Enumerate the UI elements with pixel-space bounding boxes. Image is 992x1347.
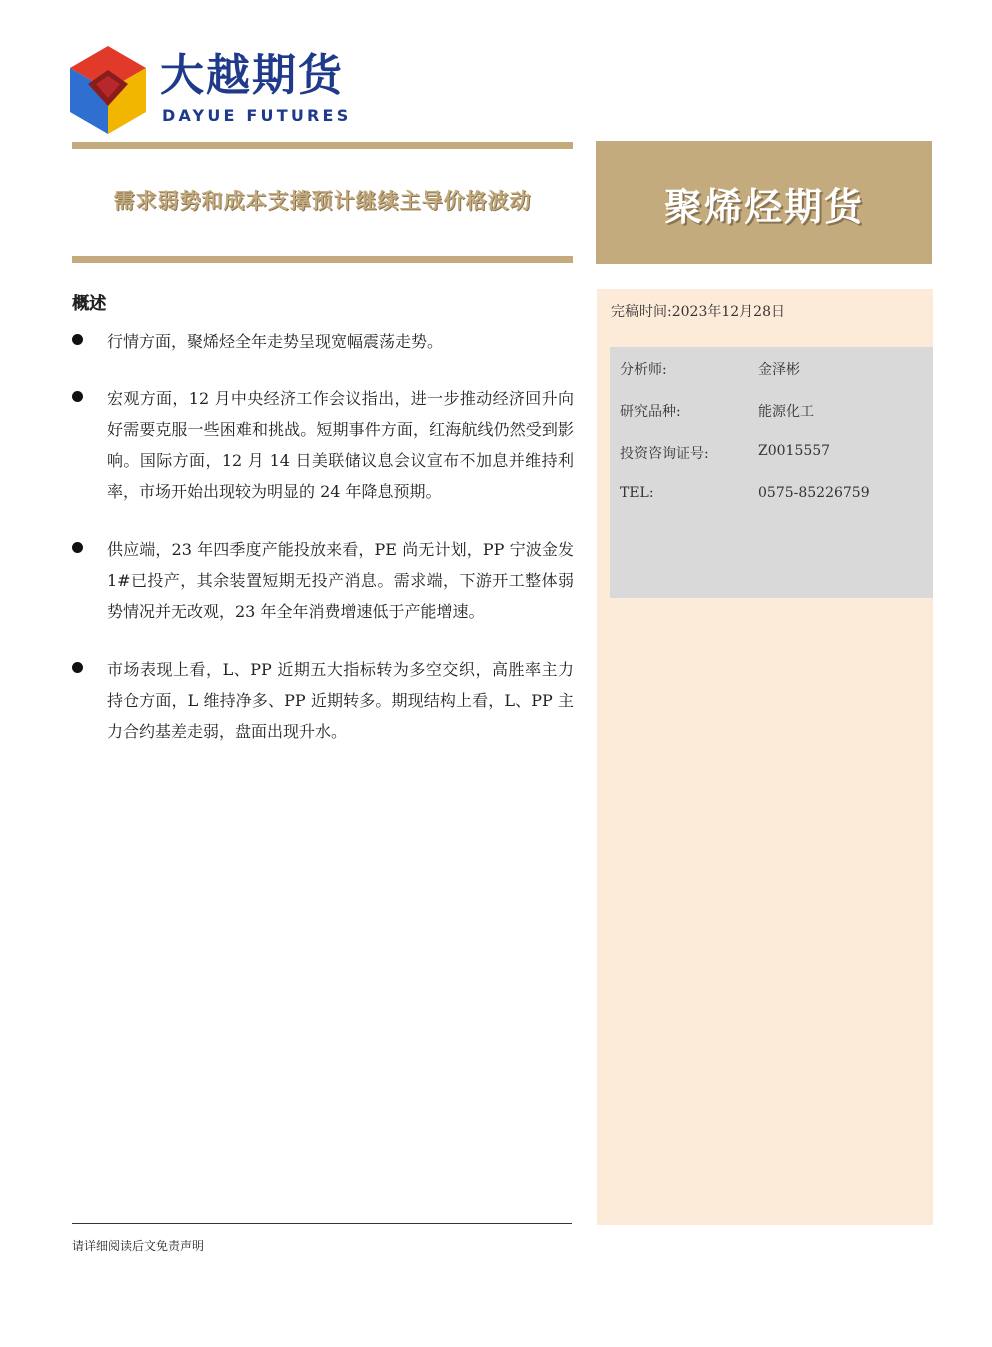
info-label: 投资咨询证号: [620, 446, 709, 462]
info-row-license [620, 443, 831, 463]
bullet-text: 行情方面，聚烯烃全年走势呈现宽幅震荡走势。 [107, 332, 444, 351]
completion-date: 完稿时间:2023年12月28日 [611, 304, 785, 320]
category-title: 聚烯烃期货 [663, 185, 864, 229]
info-value: Z0015557 [758, 443, 831, 459]
category-banner [596, 141, 932, 264]
analyst-info-box [610, 347, 933, 598]
info-value: 0575-85226759 [758, 485, 870, 501]
bullet-icon [72, 542, 83, 553]
sidebar [597, 289, 933, 1225]
info-label: TEL: [620, 485, 654, 501]
info-row-analyst [620, 359, 800, 379]
bullet-text: 供应端，23 年四季度产能投放来看，PE 尚无计划，PP 宁波金发 1#已投产，其余装置短期无投产消息。需求端，下游开工整体弱势情况并无改观，23 年全年消费增速低于产能增速。 [107, 540, 574, 621]
bullet-icon [72, 391, 83, 402]
info-value: 能源化工 [758, 404, 814, 420]
footer-rule [72, 1223, 572, 1224]
bullet-icon [72, 662, 83, 673]
bullet-text: 宏观方面，12 月中央经济工作会议指出，进一步推动经济回升向好需要克服一些困难和挑战。短期事件方面，红海航线仍然受到影响。国际方面，12 月 14 日美联储议息会议宣布不加息并维持利率，市场开始出现较为明显的 24 年降息预期。 [107, 389, 574, 501]
headline-bottom-rule [72, 256, 573, 263]
headline-top-rule [72, 142, 573, 149]
report-headline: 需求弱势和成本支撑预计继续主导价格波动 [113, 189, 532, 213]
disclaimer-note: 请详细阅读后文免责声明 [72, 1239, 205, 1253]
logo-en-text: DAYUE FUTURES [162, 106, 352, 125]
logo-emblem-icon [70, 46, 150, 134]
info-value: 金泽彬 [758, 362, 800, 378]
info-row-research-product [620, 401, 814, 421]
logo-cn-text: 大越期货 [160, 50, 344, 101]
company-logo [70, 46, 360, 136]
bullet-text: 市场表现上看，L、PP 近期五大指标转为多空交织，高胜率主力持仓方面，L 维持净多、PP 近期转多。期现结构上看，L、PP 主力合约基差走弱，盘面出现升水。 [107, 660, 574, 741]
info-row-tel [620, 485, 870, 501]
bullet-icon [72, 334, 83, 345]
info-label: 分析师: [620, 362, 667, 378]
info-label: 研究品种: [620, 404, 681, 420]
section-title: 概述 [72, 294, 106, 314]
